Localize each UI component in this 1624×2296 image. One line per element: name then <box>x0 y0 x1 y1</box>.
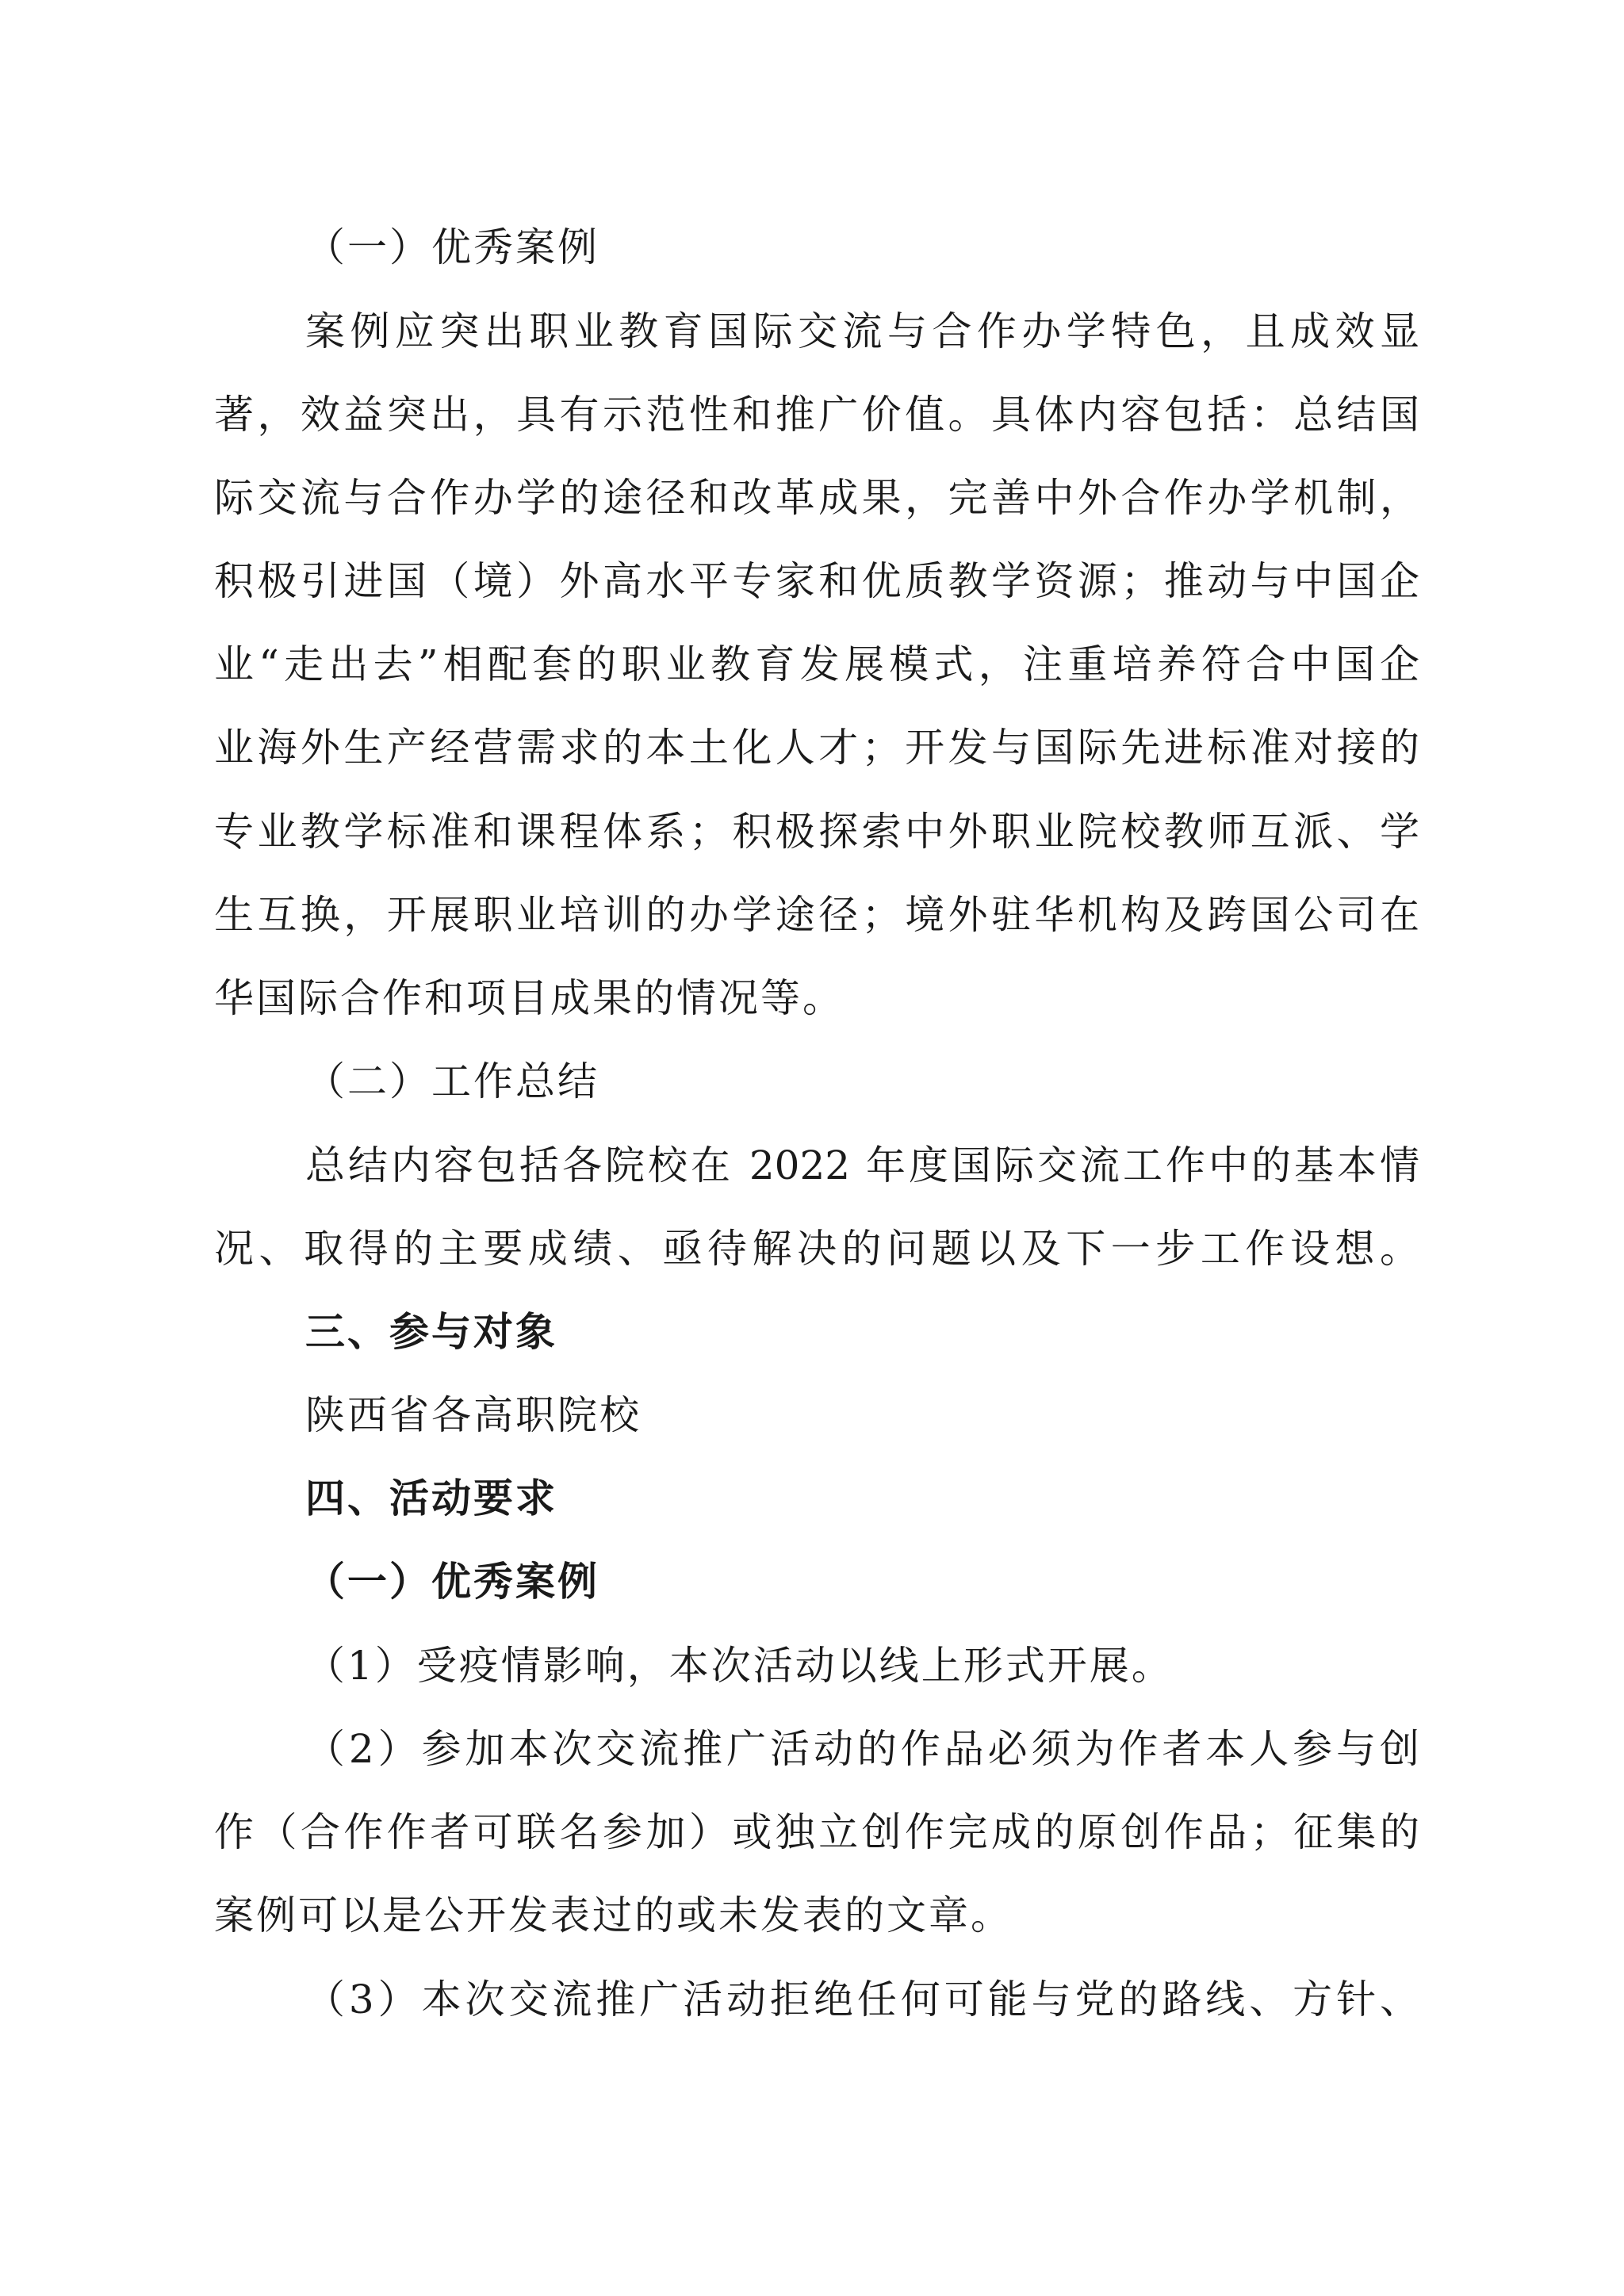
paragraph-line: 业海外生产经营需求的本土化人才；开发与国际先进标准对接的 <box>214 725 1419 771</box>
requirement-item-2-line: （2）参加本次交流推广活动的作品必须为作者本人参与创 <box>305 1726 1419 1772</box>
paragraph-line: 总结内容包括各院校在 2022 年度国际交流工作中的基本情 <box>305 1142 1419 1188</box>
paragraph-line: 生互换，开展职业培训的办学途径；境外驻华机构及跨国公司在 <box>214 892 1419 938</box>
paragraph-line: 况、取得的主要成绩、亟待解决的问题以及下一步工作设想。 <box>214 1226 1419 1272</box>
heading-excellent-cases: （一）优秀案例 <box>305 224 599 270</box>
paragraph-line: 专业教学标准和课程体系；积极探索中外职业院校教师互派、学 <box>214 809 1419 855</box>
paragraph-line: 案例应突出职业教育国际交流与合作办学特色，且成效显 <box>305 308 1419 354</box>
requirement-item-2-line: 作（合作作者可联名参加）或独立创作完成的原创作品；征集的 <box>214 1809 1419 1855</box>
paragraph-line: 著，效益突出，具有示范性和推广价值。具体内容包括：总结国 <box>214 392 1419 438</box>
section-title-requirements: 四、活动要求 <box>305 1475 557 1521</box>
section-title-participants: 三、参与对象 <box>305 1308 557 1355</box>
paragraph-line: 业“走出去”相配套的职业教育发展模式，注重培养符合中国企 <box>214 641 1419 687</box>
paragraph-line: 华国际合作和项目成果的情况等。 <box>214 975 845 1021</box>
requirement-item-3-line: （3）本次交流推广活动拒绝任何可能与党的路线、方针、 <box>305 1976 1419 2022</box>
participants-text: 陕西省各高职院校 <box>305 1392 642 1438</box>
requirement-item-2-line: 案例可以是公开发表过的或未发表的文章。 <box>214 1892 1013 1938</box>
subheading-excellent-cases: （一）优秀案例 <box>305 1558 599 1605</box>
requirement-item-1: （1）受疫情影响，本次活动以线上形式开展。 <box>305 1643 1174 1689</box>
paragraph-line: 积极引进国（境）外高水平专家和优质教学资源；推动与中国企 <box>214 558 1419 604</box>
paragraph-line: 际交流与合作办学的途径和改革成果，完善中外合作办学机制， <box>214 475 1419 521</box>
heading-work-summary: （二）工作总结 <box>305 1058 599 1104</box>
